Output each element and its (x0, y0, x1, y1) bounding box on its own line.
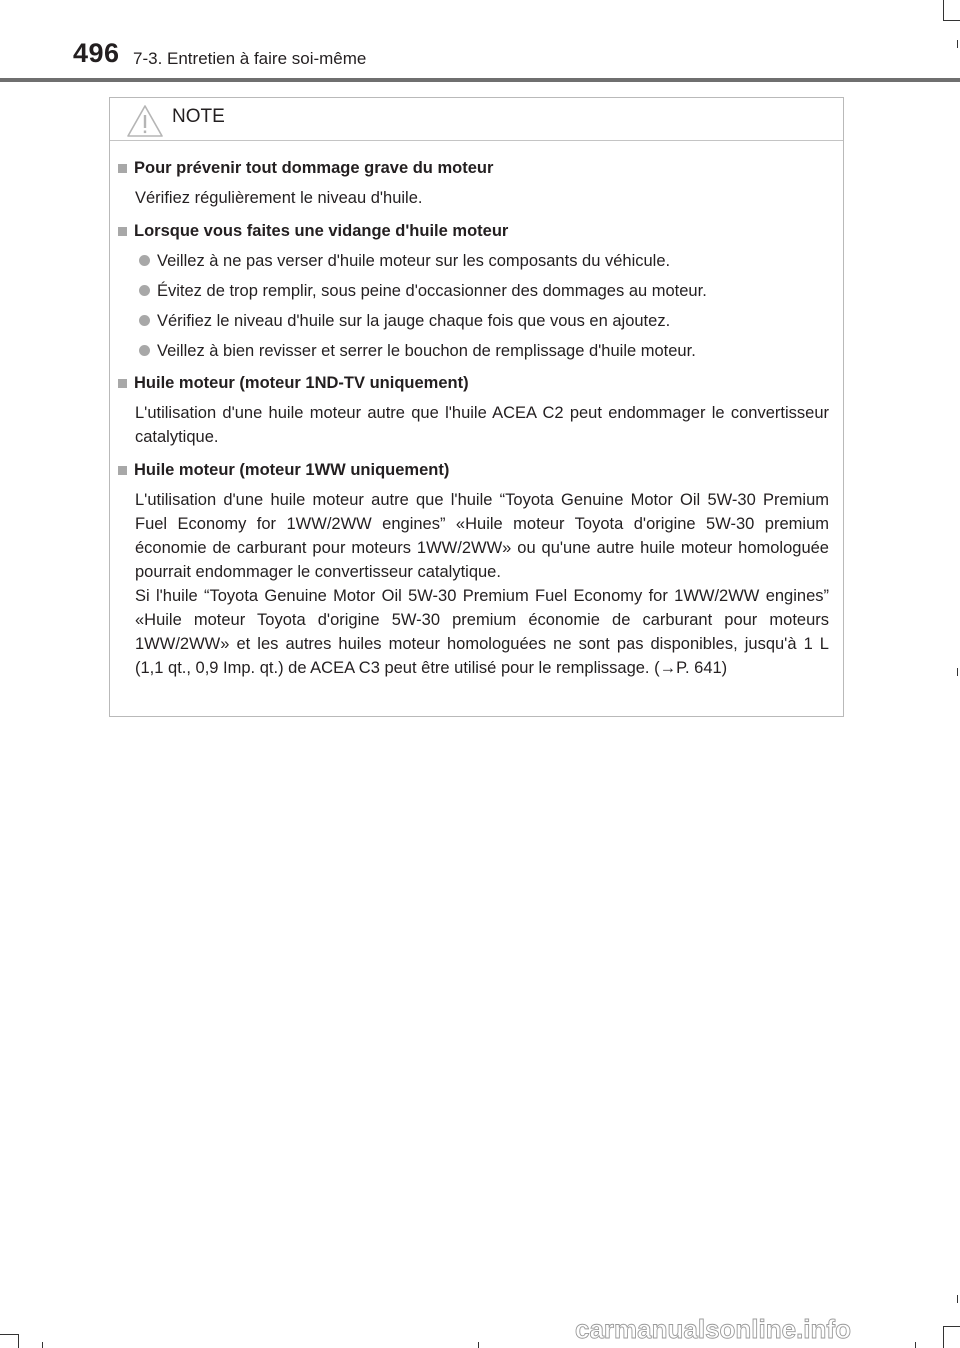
header-rule (0, 78, 960, 82)
square-bullet-icon (118, 379, 127, 388)
note-heading (118, 459, 829, 481)
bullet-item (139, 340, 829, 362)
circle-bullet-icon (139, 285, 150, 296)
paragraph-text: Si l'huile “Toyota Genuine Motor Oil 5W-30 Premium Fuel Economy for 1WW/2WW engines” «Huile moteur Toyota d'origine 5W-30 premium économie de carburant pour moteurs 1WW/2WW» et les autres huiles moteur homologuées ne sont pas disponibles, jusqu'à 1 L (1,1 qt., 0,9 Imp. qt.) de ACEA C3 peut être utilisé pour le remplissage. (→P. 641) (135, 587, 829, 677)
crop-mark (957, 668, 958, 676)
crop-mark (943, 1326, 944, 1348)
crop-mark (0, 1334, 18, 1335)
square-bullet-icon (118, 227, 127, 236)
bullet-text: Veillez à bien revisser et serrer le bouchon de remplissage d'huile moteur. (157, 342, 696, 360)
bullet-item (139, 310, 829, 332)
note-box (109, 97, 844, 717)
bullet-text: Veillez à ne pas verser d'huile moteur sur les composants du véhicule. (157, 252, 671, 270)
note-heading (118, 157, 829, 179)
bullet-text: Évitez de trop remplir, sous peine d'occasionner des dommages au moteur. (157, 282, 707, 300)
square-bullet-icon (118, 466, 127, 475)
circle-bullet-icon (139, 345, 150, 356)
note-paragraph: L'utilisation d'une huile moteur autre que l'huile ACEA C2 peut endommager le convertisseur catalytique. (135, 404, 829, 446)
heading-text: Huile moteur (moteur 1WW uniquement) (134, 461, 450, 479)
circle-bullet-icon (139, 255, 150, 266)
note-paragraph: Vérifiez régulièrement le niveau d'huile. (135, 189, 423, 207)
bullet-text: Vérifiez le niveau d'huile sur la jauge chaque fois que vous en ajoutez. (157, 312, 671, 330)
note-body (110, 141, 843, 680)
crop-mark (478, 1342, 479, 1348)
crop-mark (18, 1334, 19, 1348)
crop-mark (42, 1342, 43, 1348)
warning-triangle-icon (126, 104, 164, 138)
circle-bullet-icon (139, 315, 150, 326)
crop-mark (943, 1326, 960, 1327)
heading-text: Huile moteur (moteur 1ND-TV uniquement) (134, 374, 469, 392)
paragraph-text: L'utilisation d'une huile moteur autre que l'huile “Toyota Genuine Motor Oil 5W-30 Premium Fuel Economy for 1WW/2WW engines” «Huile moteur Toyota d'origine 5W-30 premium économie de carburant pour moteurs 1WW/2WW» ou qu'une autre huile moteur homologuée pourrait endommager le convertisseur catalytique. (135, 491, 829, 581)
heading-text: Lorsque vous faites une vidange d'huile moteur (134, 222, 509, 240)
crop-mark (943, 20, 960, 21)
square-bullet-icon (118, 164, 127, 173)
watermark-text: carmanualsonline.info (575, 1314, 851, 1344)
watermark-logo (575, 1310, 935, 1346)
note-heading (118, 372, 829, 394)
bullet-item (139, 250, 829, 272)
note-paragraph (135, 488, 829, 680)
bullet-item (139, 280, 829, 302)
heading-text: Pour prévenir tout dommage grave du moteur (134, 159, 494, 177)
note-heading (118, 220, 829, 242)
section-title: 7-3. Entretien à faire soi-même (133, 49, 367, 68)
crop-mark (957, 40, 958, 48)
note-header (110, 98, 843, 141)
crop-mark (943, 0, 944, 20)
page-number: 496 (73, 38, 120, 68)
crop-mark (957, 1295, 958, 1303)
note-label: NOTE (172, 106, 225, 127)
